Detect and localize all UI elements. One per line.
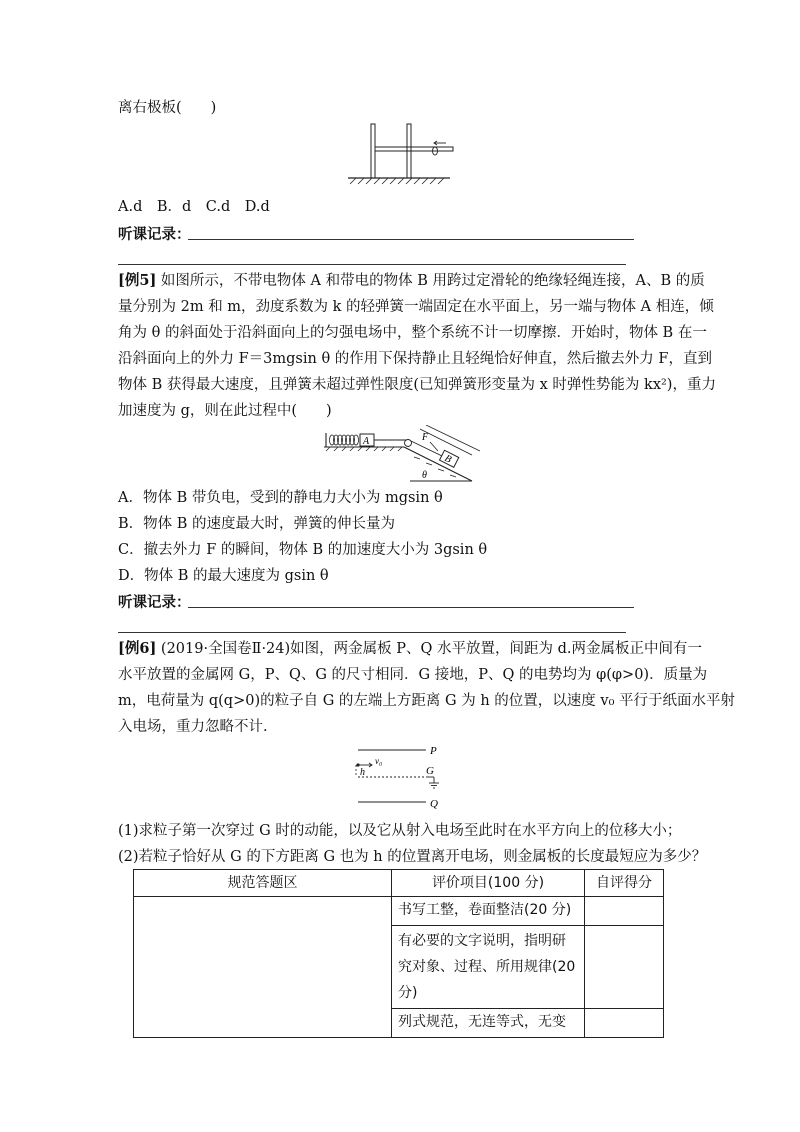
example6-line: 水平放置的金属网 G，P、Q、G 的尺寸相同．G 接地，P、Q 的电势均为 φ(φ>0)．质量为	[118, 667, 708, 683]
header-self-score: 自评得分	[585, 870, 664, 897]
example5-line: 沿斜面向上的外力 F＝3mgsin θ 的作用下保持静止且轻绳恰好伸直，然后撤去外力 F，直到	[118, 351, 712, 367]
option-d: D．物体 B 的最大速度为 gsin θ	[118, 568, 329, 584]
evaluation-item: 列式规范，无连等式，无变	[392, 1009, 585, 1038]
question-2: (2)若粒子恰好从 G 的下方距离 G 也为 h 的位置离开电场，则金属板的长度最短应为多少？	[118, 849, 707, 865]
self-score-cell[interactable]	[585, 926, 664, 1009]
example5-line	[118, 268, 705, 294]
h-label: h	[360, 767, 365, 778]
theta-label: θ	[422, 470, 427, 481]
example6-line: m，电荷量为 q(q>0)的粒子自 G 的左端上方距离 G 为 h 的位置，以速度 v₀ 平行于纸面水平射	[118, 693, 735, 709]
answer-options: A.d B．d C.d D.d	[118, 199, 270, 215]
evaluation-item: 有必要的文字说明，指明研 究对象、过程、所用规律(20 分)	[392, 926, 585, 1009]
example5-tag: [例5]	[118, 272, 157, 289]
example6-line: 入电场，重力忽略不计.	[118, 719, 268, 735]
example5-text: 如图所示，不带电物体 A 和带电的物体 B 用跨过定滑轮的绝缘轻绳连接，A、B 的质	[160, 273, 705, 289]
self-score-cell[interactable]	[585, 897, 664, 926]
header-evaluation-item: 评价项目(100 分)	[392, 870, 585, 897]
table-header-row	[134, 870, 664, 897]
notes-line	[188, 607, 634, 608]
plate-p-label: P	[430, 745, 437, 757]
table-row	[134, 897, 664, 926]
header-answer-area: 规范答题区	[134, 870, 392, 897]
example6-text: (2019·全国卷Ⅱ·24)如图，两金属板 P、Q 水平放置，间距为 d.两金属板正中间有一	[160, 641, 703, 657]
option-a: A．物体 B 带负电，受到的静电力大小为 mgsin θ	[118, 490, 443, 506]
parallel-plate-figure	[340, 118, 460, 188]
example5-line: 加速度为 g，则在此过程中( )	[118, 403, 332, 419]
plate-q-label: Q	[430, 798, 438, 810]
spring-incline-figure	[322, 425, 482, 485]
question-stem-end: 离右极板( )	[118, 100, 217, 116]
block-a-label: A	[363, 436, 370, 447]
notes-label: 听课记录：	[118, 594, 191, 611]
v0-label: v₀	[375, 756, 383, 766]
plates-pgq-figure	[350, 740, 460, 810]
block-b-label: B	[442, 452, 454, 466]
question-1: (1)求粒子第一次穿过 G 时的动能，以及它从射入电场至此时在水平方向上的位移大小；	[118, 823, 682, 839]
notes-line	[118, 264, 626, 265]
notes-label: 听课记录：	[118, 226, 191, 243]
answer-area-cell[interactable]	[134, 897, 392, 1038]
grid-g-label: G	[426, 765, 434, 777]
example5-line: 角为 θ 的斜面处于沿斜面向上的匀强电场中，整个系统不计一切摩擦．开始时，物体 B 在一	[118, 325, 707, 341]
example6-line	[118, 636, 702, 662]
self-score-cell[interactable]	[585, 1009, 664, 1038]
notes-line	[188, 239, 634, 240]
evaluation-table	[133, 869, 664, 1038]
option-b: B．物体 B 的速度最大时，弹簧的伸长量为	[118, 516, 396, 532]
evaluation-item: 书写工整，卷面整洁(20 分)	[392, 897, 585, 926]
example6-tag: [例6]	[118, 640, 157, 657]
option-c: C．撤去外力 F 的瞬间，物体 B 的加速度大小为 3gsin θ	[118, 542, 488, 558]
example5-line: 量分别为 2m 和 m，劲度系数为 k 的轻弹簧一端固定在水平面上，另一端与物体 A 相连，倾	[118, 299, 714, 315]
example5-line: 物体 B 获得最大速度，且弹簧未超过弹性限度(已知弹簧形变量为 x 时弹性势能为 kx²)，重力	[118, 377, 716, 393]
force-f-label: F	[422, 432, 429, 443]
notes-line	[118, 632, 626, 633]
